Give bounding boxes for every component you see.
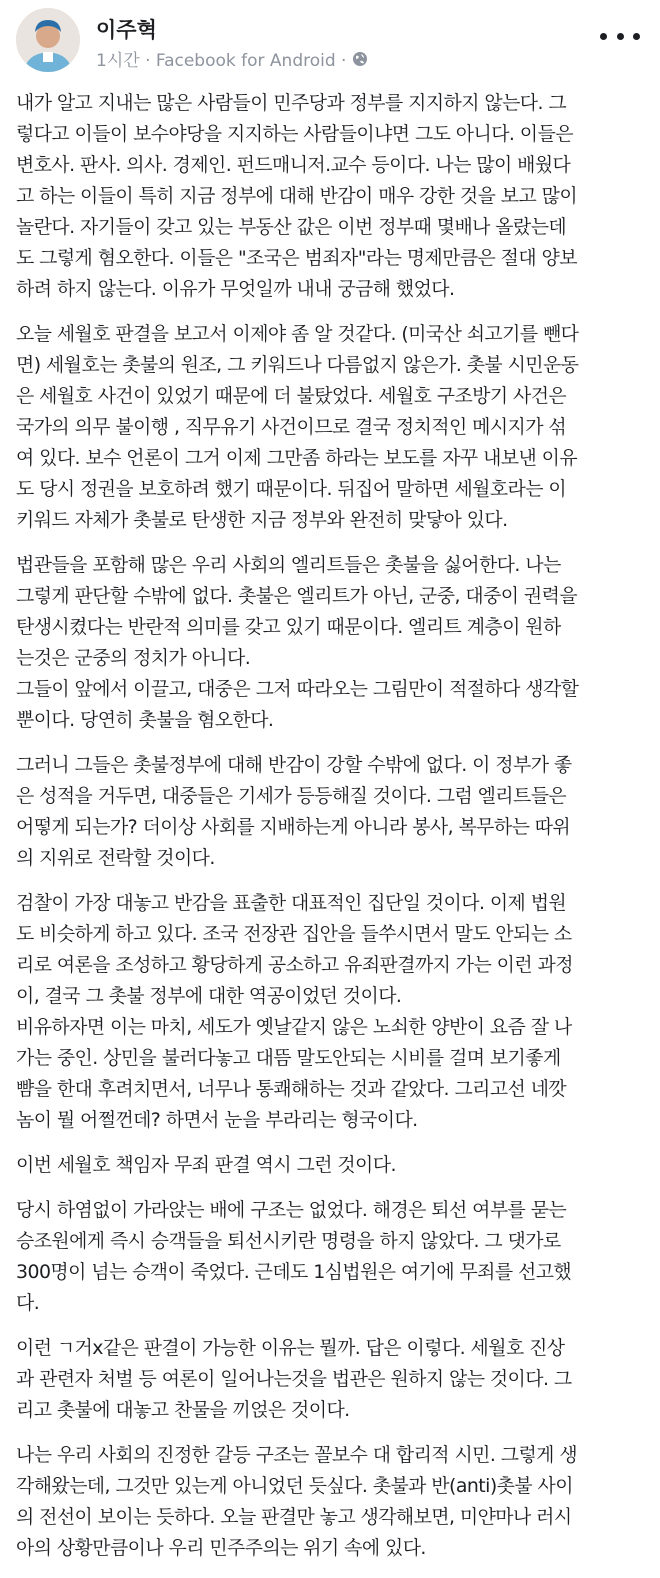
post-meta: [96, 46, 368, 71]
avatar-image: [16, 8, 80, 72]
post-paragraph: 내가 알고 지내는 많은 사람들이 민주당과 정부를 지지하지 않는다. 그 렇다고 이들이 보수야당을 지지하는 사람들이냐면 그도 아니다. 이들은 변호사. 판사. 의사. 경제인. 펀드매니저.교수 등이다. 나는 많이 배웠다 고 하는 이들이 특히 지금 정부에 대해 반감이 매우 강한 것을 보고 많이 놀란다. 자기들이 갖고 있는 부동산 값은 이번 정부때 몇배나 올랐는데 도 그렇게 혐오한다. 이들은 "조국은 범죄자"라는 명제만큼은 절대 양보 하려 하지 않는다. 이유가 무엇일까 내내 궁금해 했었다.: [16, 92, 578, 300]
post-paragraph: 법관들을 포함해 많은 우리 사회의 엘리트들은 촛불을 싫어한다. 나는 그렇게 판단할 수밖에 없다. 촛불은 엘리트가 아닌, 군중, 대중이 권력을 탄생시켰다는 반란적 의미를 갖고 있기 때문이다. 엘리트 계층이 원하 는것은 군중의 정치가 아니다. 그들이 앞에서 이끌고, 대중은 그저 따라오는 그림만이 적절하다 생각할 뿐이다. 당연히 촛불을 혐오한다.: [16, 554, 579, 731]
post-paragraph: 이번 세월호 책임자 무죄 판결 역시 그런 것이다.: [16, 1154, 396, 1176]
post-paragraph: 오늘 세월호 판결을 보고서 이제야 좀 알 것같다. (미국산 쇠고기를 뺀다 면) 세월호는 촛불의 원조, 그 키워드나 다름없지 않은가. 촛불 시민운동 은 세월호 사건이 있었기 때문에 더 불탔었다. 세월호 구조방기 사건은 국가의 의무 불이행 , 직무유기 사건이므로 결국 정치적인 메시지가 섞 여 있다. 보수 언론이 그거 이제 그만좀 하라는 보도를 자꾸 내보낸 이유 도 당시 정권을 보호하려 했기 때문이다. 뒤집어 말하면 세월호라는 이 키워드 자체가 촛불로 탄생한 지금 정부와 완전히 맞닿아 있다.: [16, 323, 579, 531]
post-paragraph: 나는 우리 사회의 진정한 갈등 구조는 꼴보수 대 합리적 시민. 그렇게 생 각해왔는데, 그것만 있는게 아니었던 듯싶다. 촛불과 반(anti)촛불 사이 의 전선이 보이는 듯하다. 오늘 판결만 놓고 생각해보면, 미얀마나 러시 아의 상황만큼이나 우리 민주주의는 위기 속에 있다.: [16, 1444, 578, 1559]
post-paragraph: 이런 ㄱ거x같은 판결이 가능한 이유는 뭘까. 답은 이렇다. 세월호 진상 과 관련자 처벌 등 여론이 일어나는것을 법관은 원하지 않는 것이다. 그 리고 촛불에 대놓고 찬물을 끼얹은 것이다.: [16, 1337, 572, 1421]
author-name[interactable]: 이주혁: [96, 18, 157, 42]
more-dot-icon: [600, 33, 607, 40]
more-dot-icon: [633, 33, 640, 40]
post-body: [16, 88, 648, 1578]
globe-icon: [352, 51, 368, 67]
more-options-button[interactable]: [600, 24, 640, 48]
author-avatar[interactable]: [16, 8, 80, 72]
post-paragraph: 그러니 그들은 촛불정부에 대해 반감이 강할 수밖에 없다. 이 정부가 좋 은 성적을 거두면, 대중들은 기세가 등등해질 것이다. 그럼 엘리트들은 어떻게 되는가? 더이상 사회를 지배하는게 아니라 봉사, 복무하는 따위 의 지위로 전락할 것이다.: [16, 754, 572, 869]
post-paragraph: 당시 하염없이 가라앉는 배에 구조는 없었다. 해경은 퇴선 여부를 묻는 승조원에게 즉시 승객들을 퇴선시키란 명령을 하지 않았다. 그 댓가로 300명이 넘는 승객이 죽었다. 근데도 1심법원은 여기에 무죄를 선고했 다.: [16, 1199, 572, 1314]
post-meta-text[interactable]: 1시간 · Facebook for Android ·: [96, 51, 347, 71]
post-paragraph: 검찰이 가장 대놓고 반감을 표출한 대표적인 집단일 것이다. 이제 법원 도 비슷하게 하고 있다. 조국 전장관 집안을 들쑤시면서 말도 안되는 소 리로 여론을 조성하고 황당하게 공소하고 유죄판결까지 가는 이런 과정 이, 결국 그 촛불 정부에 대한 역공이었던 것이다. 비유하자면 이는 마치, 세도가 옛날같지 않은 노쇠한 양반이 요즘 잘 나 가는 중인. 상민을 불러다놓고 대뜸 말도안되는 시비를 걸며 보기좋게 뺨을 한대 후려치면서, 너무나 통쾌해하는 것과 같았다. 그리고선 네깟 놈이 뭘 어쩔껀데? 하면서 눈을 부라리는 형국이다.: [16, 892, 573, 1131]
post-header: [0, 0, 660, 84]
more-dot-icon: [617, 33, 624, 40]
